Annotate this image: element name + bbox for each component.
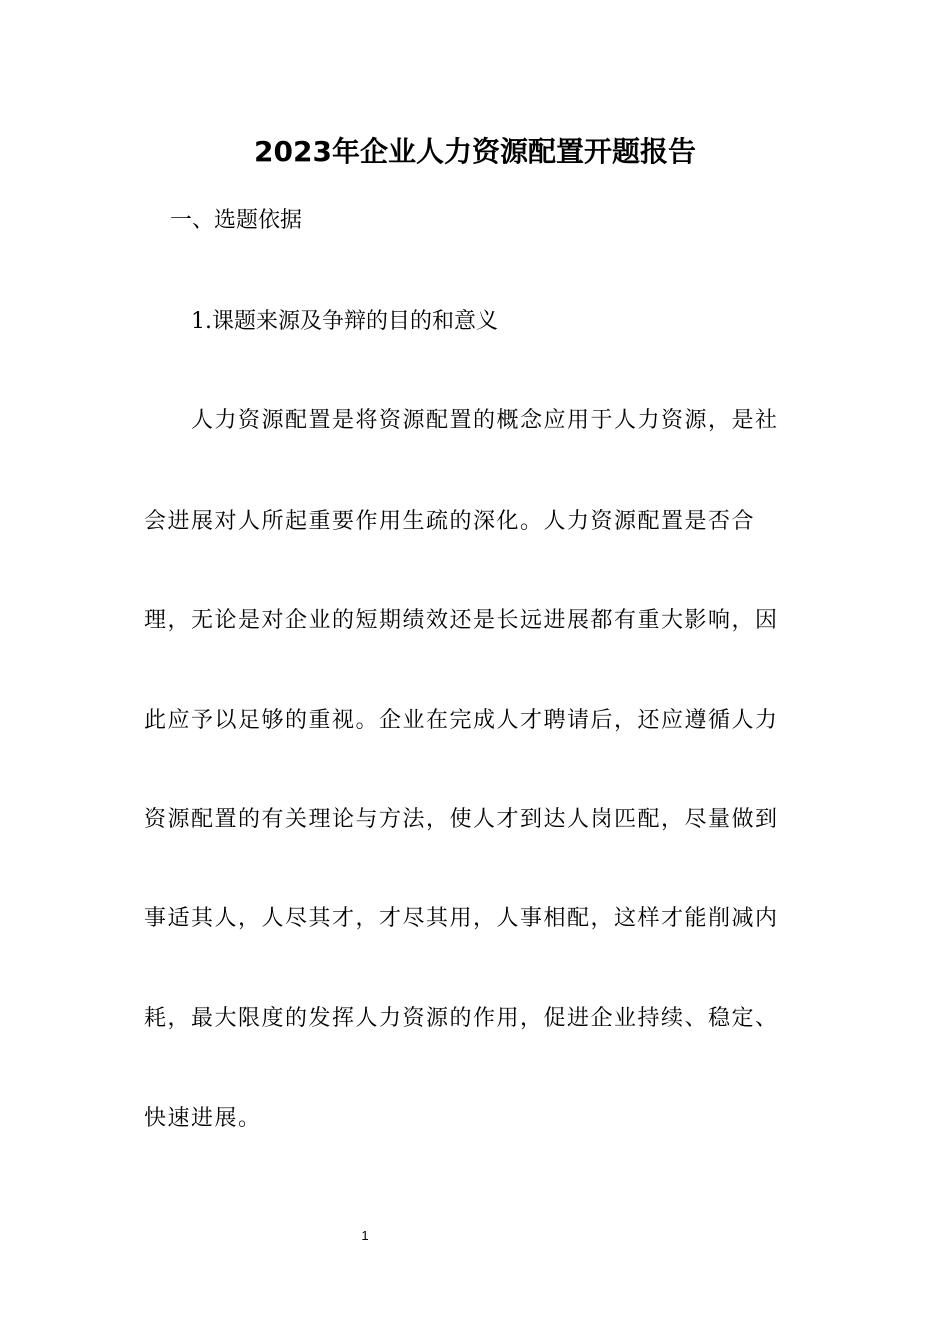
document-title: 2023年企业人力资源配置开题报告 [254, 135, 696, 168]
page-number: 1 [361, 1228, 369, 1243]
paragraph-line: 资源配置的有关理论与方法，使人才到达人岗匹配，尽量做到 [144, 807, 779, 832]
paragraph-line: 事适其人，人尽其才，才尽其用，人事相配，这样才能削减内 [144, 906, 779, 931]
paragraph-line: 此应予以足够的重视。企业在完成人才聘请后，还应遵循人力 [144, 708, 779, 733]
paragraph-line: 会进展对人所起重要作用生疏的深化。人力资源配置是否合 [144, 509, 756, 534]
subsection-heading: 1.课题来源及争辩的目的和意义 [191, 309, 498, 334]
paragraph-line: 耗，最大限度的发挥人力资源的作用，促进企业持续、稳定、 [144, 1006, 779, 1031]
paragraph-line: 快速进展。 [144, 1106, 262, 1131]
paragraph-line: 人力资源配置是将资源配置的概念应用于人力资源，是社 [191, 408, 779, 433]
section-heading: 一、选题依据 [170, 208, 303, 233]
paragraph-line: 理，无论是对企业的短期绩效还是长远进展都有重大影响，因 [144, 608, 779, 633]
